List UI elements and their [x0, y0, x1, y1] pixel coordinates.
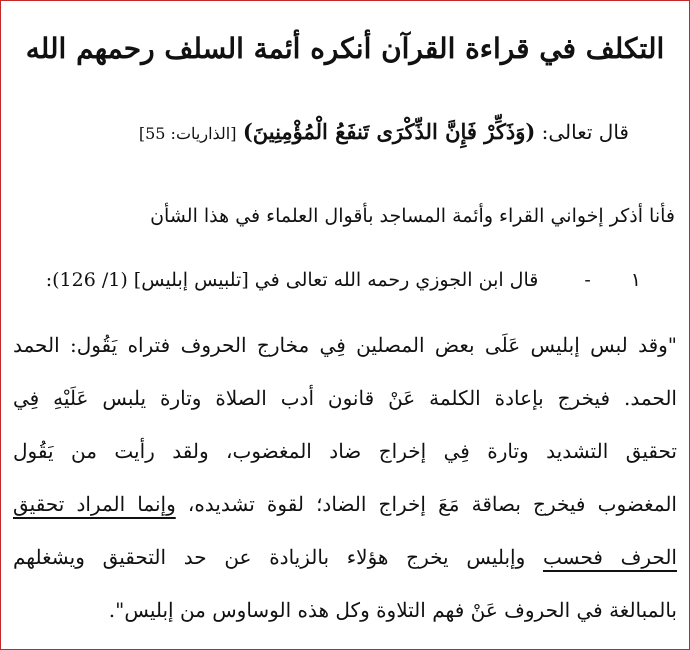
verse-reference: [الذاريات: 55]	[138, 124, 237, 143]
page-title: التكلف في قراءة القرآن أنكره أئمة السلف رحمهم الله	[25, 32, 665, 65]
quote-line-1: "وقد لبس إبليس عَلَى بعض المصلين فِي مخارج الحروف فتراه يَقُول: الحمد	[13, 333, 677, 357]
quran-verse	[139, 115, 629, 151]
verse-intro: قال تعالى:	[541, 120, 629, 144]
quote-line-2: الحمد. فيخرج بإعادة الكلمة عَنْ قانون أدب الصلاة وتارة يلبس عَلَيْهِ فِي	[13, 386, 677, 410]
quote-line-6: بالمبالغة في الحروف عَنْ فهم التلاوة وكل هذه الوساوس من إبليس".	[108, 598, 677, 622]
point-dash: -	[584, 269, 591, 291]
quote-line-5-text: وإبليس يخرج هؤلاء بالزيادة عن حد التحقيق ويشغلهم	[13, 545, 543, 569]
quote-line-4	[13, 478, 677, 531]
point-number: ١	[630, 269, 641, 291]
quote-line-4-text: المغضوب فيخرج بصاقة مَعَ إخراج الضاد؛ لقوة تشديده،	[175, 492, 677, 516]
underlined-phrase: الحرف فحسب	[542, 545, 677, 569]
intro-paragraph: فأنا أذكر إخواني القراء وأئمة المساجد بأقوال العلماء في هذا الشأن	[150, 205, 675, 227]
point-text: قال ابن الجوزي رحمه الله تعالى في [تلبيس إبليس] (1/ 126):	[45, 269, 539, 291]
quote-line-5	[13, 531, 677, 584]
numbered-point	[41, 265, 641, 295]
verse-text: (وَذَكِّرْ فَإِنَّ الذِّكْرَى تَنفَعُ الْمُؤْمِنِينَ)	[242, 119, 536, 144]
quote-block	[13, 319, 677, 637]
quote-line-3: تحقيق التشديد وتارة فِي إخراج ضاد المغضوب، ولقد رأيت من يَقُول	[13, 439, 677, 463]
underlined-phrase: وإنما المراد تحقيق	[13, 492, 176, 516]
